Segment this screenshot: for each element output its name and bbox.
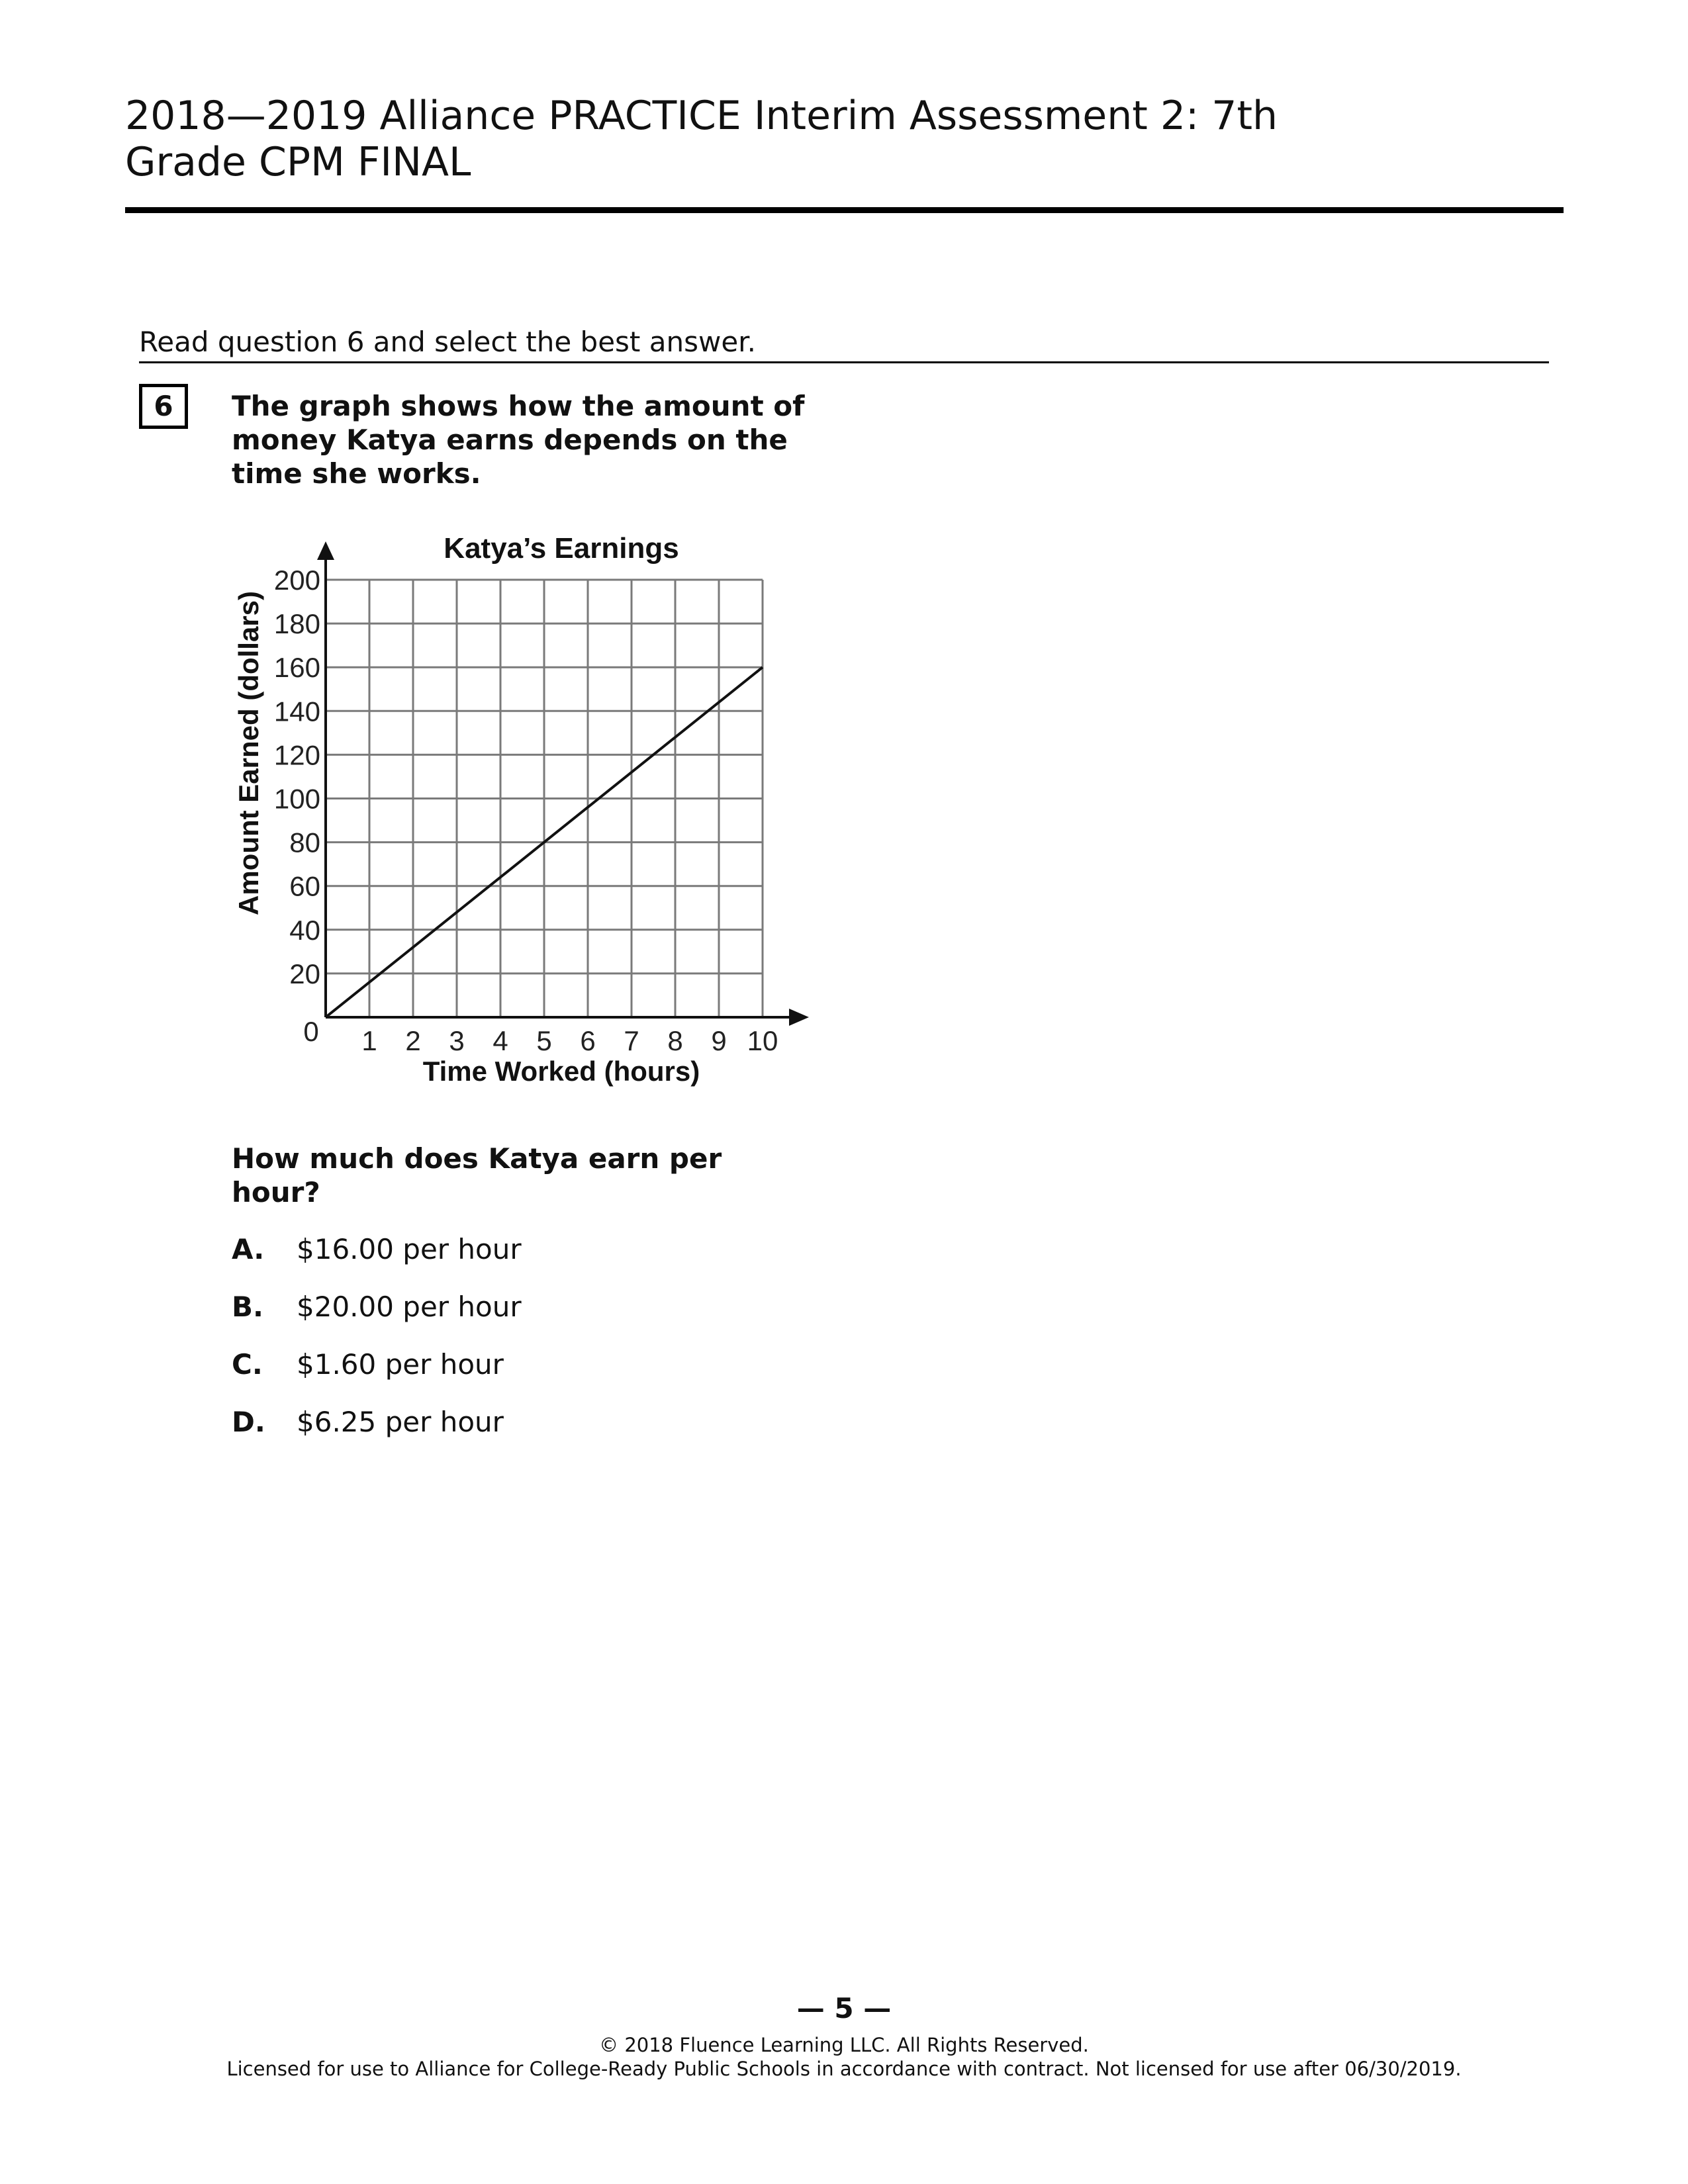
question-stem-line: money Katya earns depends on the [232, 424, 788, 456]
choice-text: $6.25 per hour [297, 1406, 504, 1438]
y-tick-label: 140 [273, 696, 320, 727]
chart-title: Katya’s Earnings [444, 532, 679, 565]
x-tick-label: 4 [492, 1025, 508, 1056]
y-tick-label: 180 [273, 608, 320, 640]
choice-text: $16.00 per hour [297, 1233, 522, 1265]
answer-choice-c[interactable] [232, 1348, 504, 1381]
question-prompt-line: hour? [232, 1176, 320, 1208]
page-title [125, 93, 1383, 185]
chart-x-axis-label: Time Worked (hours) [422, 1056, 700, 1087]
x-tick-label: 8 [667, 1025, 683, 1056]
origin-label: 0 [303, 1016, 319, 1047]
y-axis-arrow [317, 541, 334, 560]
page-number: — 5 — [796, 1992, 892, 2025]
y-tick-label: 80 [289, 827, 320, 858]
choice-text: $1.60 per hour [297, 1348, 504, 1381]
x-tick-label: 7 [624, 1025, 639, 1056]
chart-axes [317, 541, 809, 1026]
answer-choice-a[interactable] [232, 1233, 522, 1266]
choice-text: $20.00 per hour [297, 1291, 522, 1323]
x-axis-arrow [789, 1009, 809, 1026]
license-notice: Licensed for use to Alliance for College-Ready Public Schools in accordance with contract. Not licensed for use after 06/30/2019. [226, 2058, 1462, 2080]
header-divider [125, 207, 1564, 213]
instructions-divider [139, 361, 1549, 363]
choice-letter: D. [232, 1406, 265, 1438]
question-prompt [232, 1142, 827, 1209]
page-title-line-1: 2018—2019 Alliance PRACTICE Interim Assessment 2: 7th [125, 93, 1278, 139]
y-tick-label: 160 [273, 652, 320, 684]
x-tick-label: 6 [580, 1025, 596, 1056]
copyright-notice: © 2018 Fluence Learning LLC. All Rights Reserved. [599, 2034, 1089, 2056]
x-tick-label: 9 [711, 1025, 727, 1056]
choice-letter: A. [232, 1233, 265, 1265]
chart-y-axis-label: Amount Earned (dollars) [233, 590, 264, 916]
instructions: Read question 6 and select the best answer. [139, 326, 756, 358]
x-tick-label: 1 [361, 1025, 377, 1056]
y-tick-label: 120 [273, 739, 320, 771]
choice-letter: B. [232, 1291, 263, 1323]
x-tick-label: 10 [747, 1025, 778, 1056]
answer-choice-b[interactable] [232, 1291, 522, 1324]
y-tick-label: 20 [289, 958, 320, 989]
y-tick-label: 200 [273, 565, 320, 596]
x-tick-label: 3 [449, 1025, 465, 1056]
page-title-line-2: Grade CPM FINAL [125, 139, 471, 185]
earnings-chart [225, 529, 821, 1099]
x-tick-label: 5 [536, 1025, 552, 1056]
question-stem-line: The graph shows how the amount of [232, 390, 805, 422]
y-tick-label: 60 [289, 870, 320, 902]
question-prompt-line: How much does Katya earn per [232, 1142, 722, 1175]
question-stem [232, 389, 854, 490]
choice-letter: C. [232, 1348, 263, 1381]
y-tick-label: 40 [289, 914, 320, 946]
answer-choice-d[interactable] [232, 1406, 504, 1439]
chart-tick-labels [274, 565, 778, 1056]
question-number: 6 [139, 384, 188, 429]
y-tick-label: 100 [273, 783, 320, 815]
question-stem-line: time she works. [232, 457, 481, 490]
x-tick-label: 2 [405, 1025, 421, 1056]
chart-grid [326, 580, 763, 1017]
